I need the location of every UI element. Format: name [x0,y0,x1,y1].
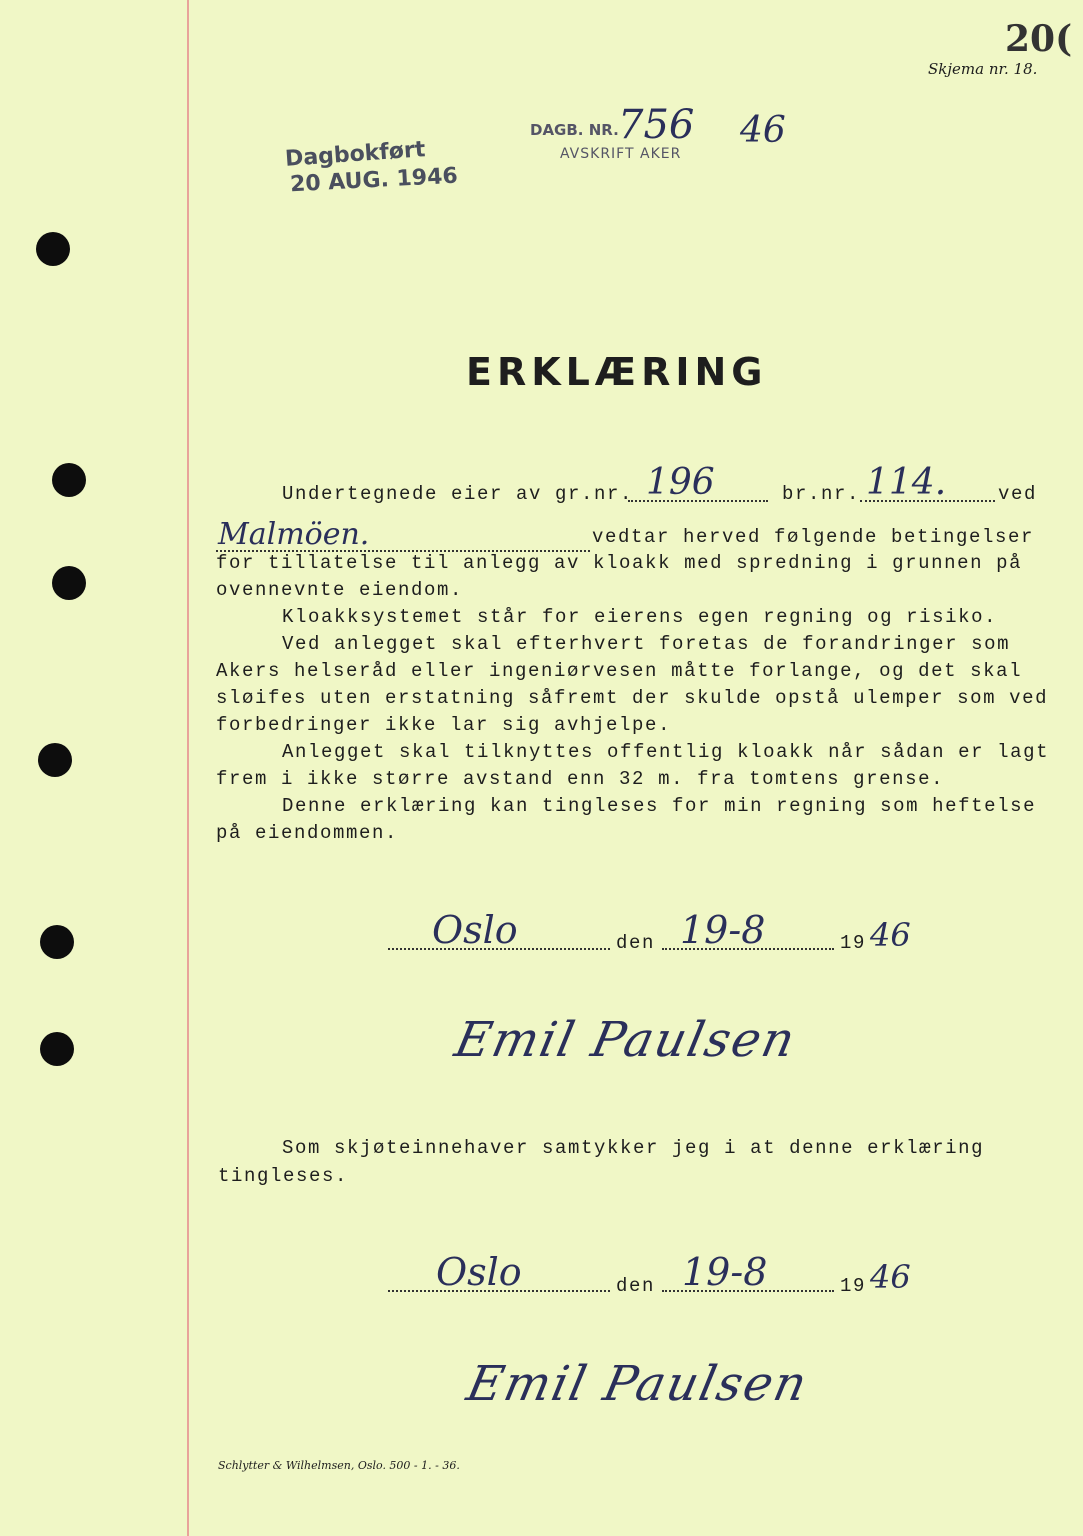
date2-date: 19-8 [682,1250,768,1294]
text-line: forbedringer ikke lar sig avhjelpe. [216,714,672,736]
date1-date: 19-8 [680,908,766,952]
date1-den: den [616,932,656,954]
stamp-dagb-prefix: DAGB. NR. [530,121,619,139]
date1-year-prefix: 19 [840,932,867,954]
stamp-date-label: Dagbokført [284,137,427,172]
text-line: Ved anlegget skal efterhvert foretas de forandringer som [282,633,1011,655]
para1-lead: Undertegnede eier av gr.nr. [282,483,634,505]
stamp-dagb-number: 756 [618,102,695,148]
text-line: Akers helseråd eller ingeniørvesen måtte forlange, og det skal [216,660,1023,682]
text-line: Denne erklæring kan tingleses for min regning som heftelse [282,795,1037,817]
text-line: sløifes uten erstatning såfremt der skulde opstå ulemper som ved [216,687,1049,709]
para1-rest: vedtar herved følgende betingelser [592,526,1035,548]
punch-hole [40,925,74,959]
date2-den: den [616,1275,656,1297]
consent-line: tingleses. [218,1165,349,1187]
form-id: Skjema nr. 18. [928,60,1038,78]
punch-hole [52,463,86,497]
text-line: ovennevnte eiendom. [216,579,464,601]
date2-place: Oslo [436,1250,522,1294]
stamp-date: 20 AUG. 1946 [289,163,459,198]
date2-year-suffix: 46 [870,1258,911,1296]
grnr-value: 196 [646,462,715,503]
brnr-label: br.nr. [782,483,861,505]
punch-hole [38,743,72,777]
date1-year-suffix: 46 [870,916,911,954]
place-value: Malmöen. [218,517,370,552]
text-line: Anlegget skal tilknyttes offentlig kloakk når sådan er lagt [282,741,1050,763]
ved-label: ved [998,483,1038,505]
text-line: for tillatelse til anlegg av kloakk med spredning i grunnen på [216,552,1023,574]
stamp-dagb-suffix: 46 [740,110,786,151]
punch-hole [52,566,86,600]
date1-place: Oslo [432,908,518,952]
page-number: 20( [1005,18,1073,60]
text-line: Kloakksystemet står for eierens egen regning og risiko. [282,606,998,628]
signature: Emil Paulsen [462,1356,814,1412]
text-line: frem i ikke større avstand enn 32 m. fra tomtens grense. [216,768,945,790]
punch-hole [36,232,70,266]
date2-year-prefix: 19 [840,1275,867,1297]
margin-line [187,0,189,1536]
punch-hole [40,1032,74,1066]
signature: Emil Paulsen [450,1012,802,1068]
document-title: ERKLÆRING [466,350,768,394]
text-line: på eiendommen. [216,822,399,844]
brnr-value: 114. [866,462,947,503]
stamp-dagb-line2: AVSKRIFT AKER [560,146,682,162]
consent-line: Som skjøteinnehaver samtykker jeg i at denne erklæring [282,1137,985,1159]
printer-imprint: Schlytter & Wilhelmsen, Oslo. 500 - 1. - 36. [218,1459,460,1472]
